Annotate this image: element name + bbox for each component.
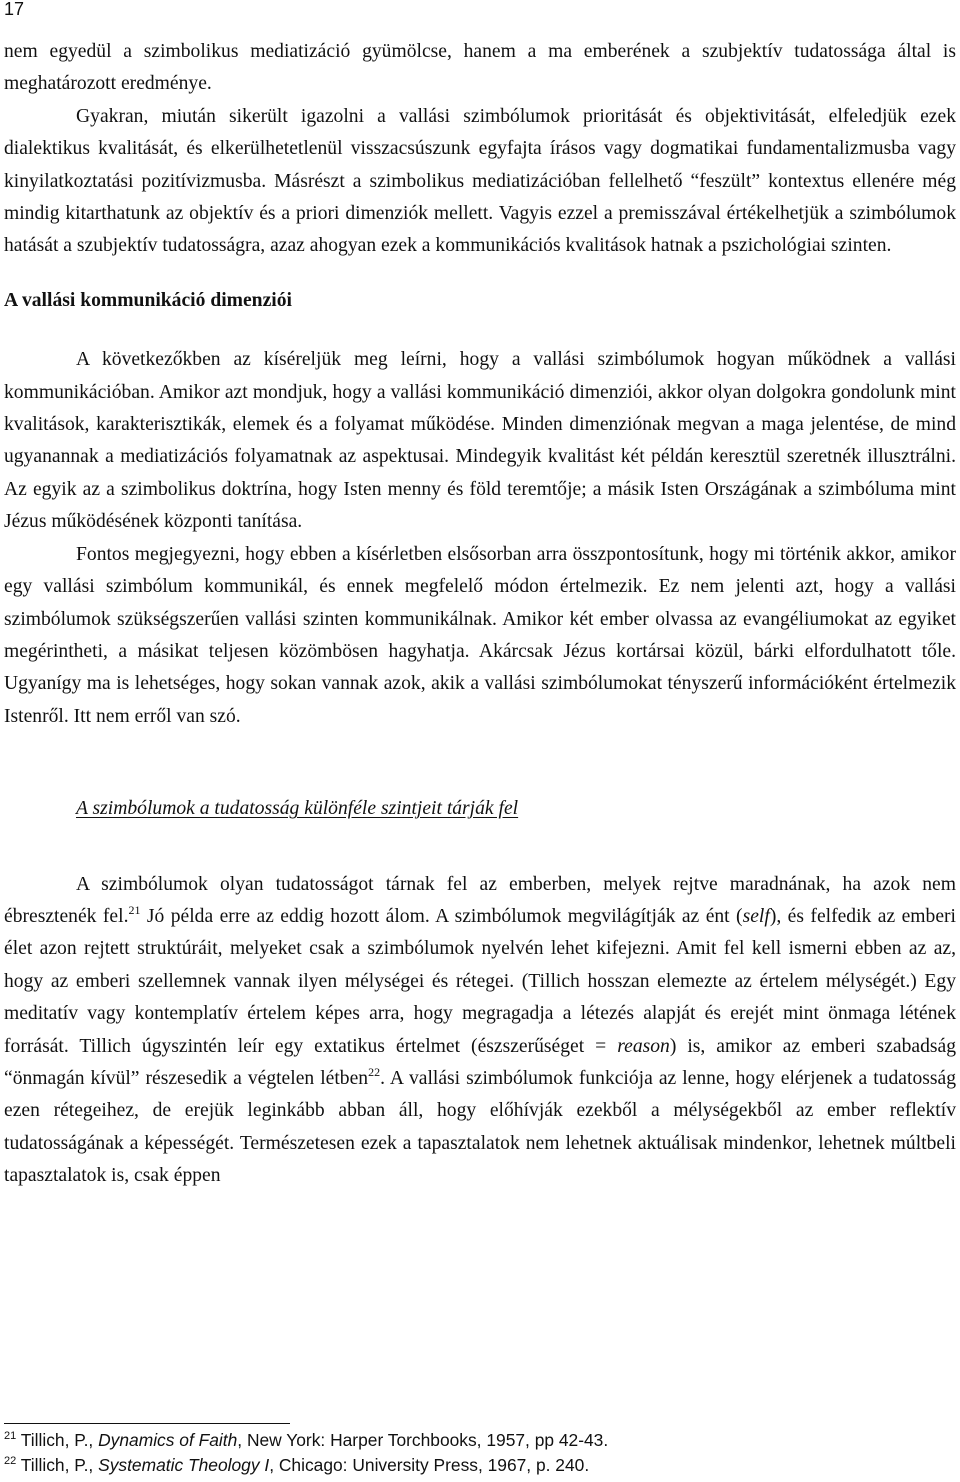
footnotes (4, 1428, 956, 1477)
footnote-publication: , New York: Harper Torchbooks, 1957, pp 42-43. (237, 1430, 609, 1450)
section-heading: A vallási kommunikáció dimenziói (4, 289, 292, 311)
subsection-heading (4, 793, 956, 825)
footnote-title: Dynamics of Faith (98, 1430, 238, 1450)
paragraph-5-text-2: Jó példa erre az eddig hozott álom. A szimbólumok megvilágítják az ént ( (140, 905, 743, 927)
footnote-author: Tillich, P., (20, 1430, 99, 1450)
footnote-author: Tillich, P., (20, 1454, 99, 1475)
paragraph-5-text-5: . A vallási szimbólumok funkciója az lenne, hogy elérjenek a tudatosság ezen rétegeihez, de erejük leginkább abban áll, hogy előhívják ezekből a mélységekből az ember reflektív tudatosságának a képességét. Természetesen ezek a tapasztalatok nem lehetnek aktuálisak mindenkor, lehetnek múltbeli tapasztalatok is, csak éppen (4, 1067, 956, 1187)
footnote-ref-22[interactable]: 22 (368, 1064, 381, 1079)
paragraph-1: nem egyedül a szimbolikus mediatizáció gyümölcse, hanem a ma emberének a szubjektív tudatossága által is meghatározott eredménye. (4, 41, 956, 95)
footnote-number: 22 (4, 1454, 17, 1467)
footnote-21 (4, 1428, 956, 1453)
paragraph-5-text-3: ), és felfedik az emberi élet azon rejtett struktúráit, melyeket csak a szimbólumok nyelvén lehet kifejezni. Amit fel kell ismerni ebben az az, hogy az emberi szellemnek vannak ilyen mélységei és rétegei. (Tillich hosszan elemezte az értelem mélységét.) Egy meditatív vagy kontemplatív értelem képes arra, hogy megragadja a létezés alapját és erejét mint önmaga létének forrását. Tillich úgyszintén leír egy extatikus értelmet (észszerűséget = (4, 905, 956, 1057)
reason-term: reason (617, 1035, 670, 1057)
footnote-publication: , Chicago: University Press, 1967, p. 240. (269, 1454, 590, 1475)
paragraph-5 (4, 869, 956, 1193)
footnote-ref-21[interactable]: 21 (128, 902, 141, 917)
paragraph-5-text-4: ) is, amikor az emberi szabadság “önmagán kívül” részesedik a végtelen létben (4, 1035, 956, 1089)
page-number: 17 (4, 0, 25, 19)
paragraph-3: A következőkben az kíséreljük meg leírni, hogy a vallási szimbólumok hogyan működnek a vallási kommunikációban. Amikor azt mondjuk, hogy a vallási kommunikáció dimenziói, akkor olyan dolgokra gondolunk mint kvalitások, karakterisztikák, elemek és a folyamat működése. Minden dimenziónak megvan a maga jelentése, de mind ugyanannak a mediatizációs folyamatnak az aspektusai. Mindegyik kvalitást két példán keresztül szeretnék illusztrálni. Az egyik az a szimbolikus doktrína, hogy Isten menny és föld teremtője; a másik Isten Országának a szimbóluma mint Jézus működésének központi tanítása. (4, 349, 956, 533)
body-text (4, 36, 956, 1193)
footnote-22 (4, 1453, 956, 1478)
footnote-divider (4, 1423, 290, 1424)
footnote-title: Systematic Theology I (98, 1454, 270, 1475)
paragraph-5-text-1: A szimbólumok olyan tudatosságot tárnak fel az emberben, melyek rejtve maradnának, ha azok nem ébresztenék fel. (4, 873, 956, 927)
paragraph-2: Gyakran, miután sikerült igazolni a vallási szimbólumok prioritását és objektivitását, elfeledjük ezek dialektikus kvalitását, és elkerülhetetlenül visszacsúszunk egyfajta írásos vagy dogmatikai fundamentalizmusba vagy kinyilatkoztatási pozitívizmusba. Másrészt a szimbolikus mediatizációban fellelhető “feszült” kontextus ellenére még mindig kitarthatunk az objektív és a priori dimenziók mellett. Vagyis ezzel a premisszával értékelhetjük a szimbólumok hatását a szubjektív tudatosságra, azaz ahogyan ezek a kommunikációs kvalitások hatnak a pszichológiai szinten. (4, 105, 956, 257)
subsection-heading-text: A szimbólumok a tudatosság különféle szintjeit tárják fel (76, 798, 519, 820)
self-term: self (742, 905, 770, 927)
footnote-number: 21 (4, 1430, 17, 1442)
paragraph-4: Fontos megjegyezni, hogy ebben a kísérletben elsősorban arra összpontosítunk, hogy mi történik akkor, amikor egy vallási szimbólum kommunikál, és ennek megfelelő módon értelmezik. Ez nem jelenti azt, hogy a vallási szimbólumok szükségszerűen vallási szinten kommunikálnak. Amikor két ember olvassa az evangéliumokat az egyiket megérintheti, a másikat teljesen közömbösen hagyhatja. Akárcsak Jézus kortársai közül, bárki elfordulhatott tőle. Ugyanígy ma is lehetséges, hogy sokan vannak azok, akik a vallási szimbólumokat tényszerű információként értelmezik Istenről. Itt nem erről van szó. (4, 543, 956, 727)
